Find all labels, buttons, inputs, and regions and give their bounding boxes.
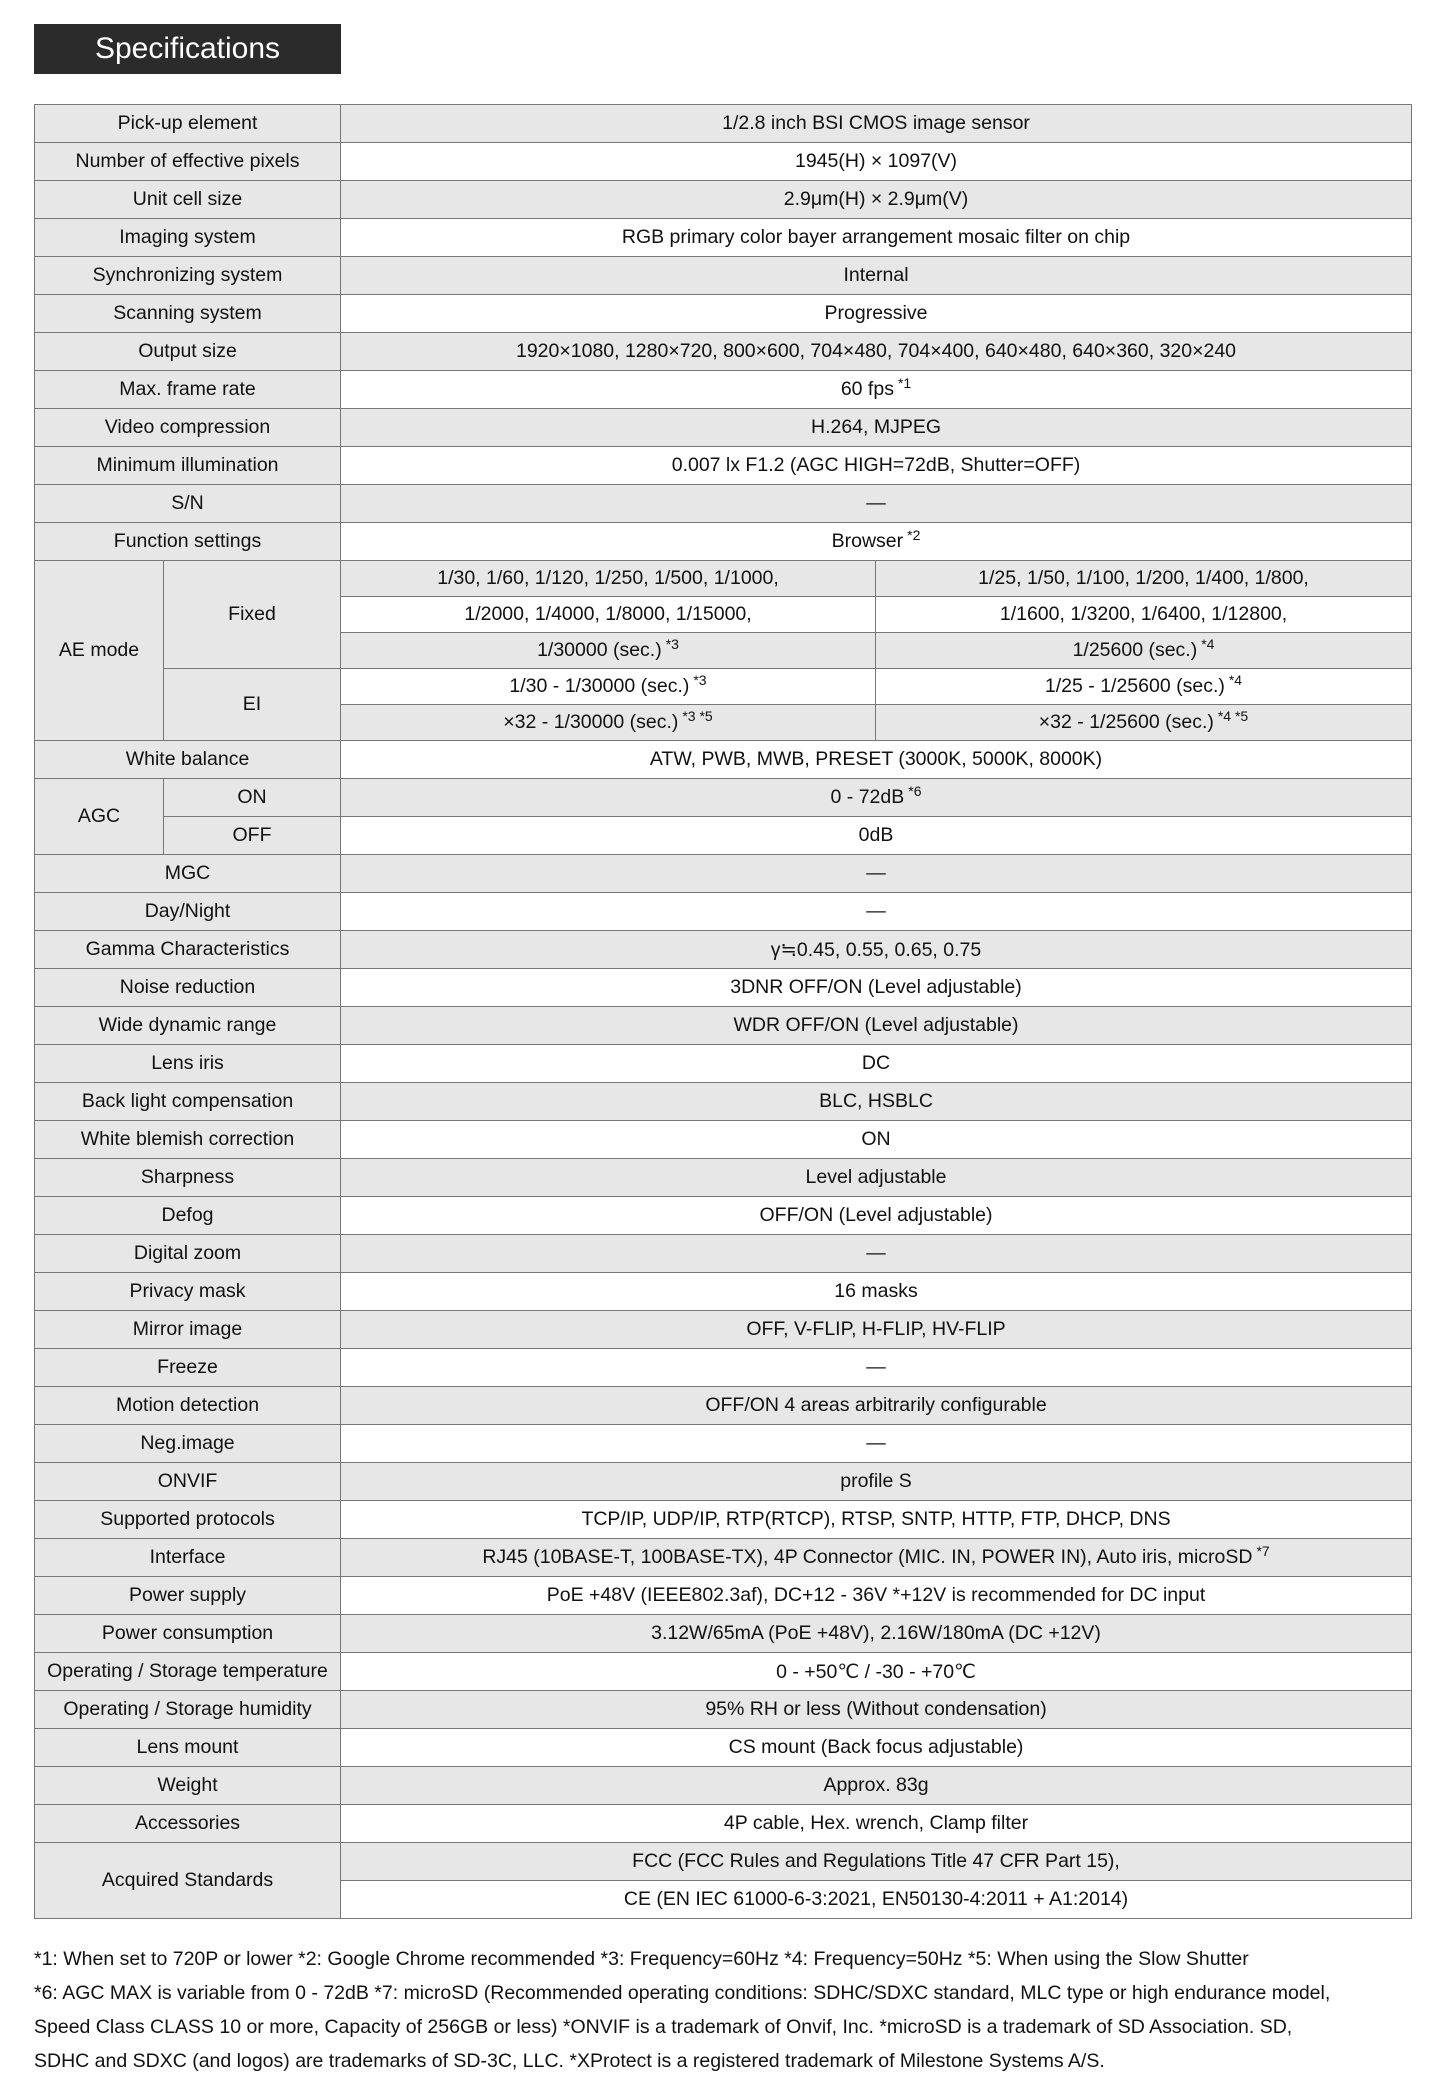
spec-row (35, 969, 1412, 1007)
spec-row (35, 1729, 1412, 1767)
ae-ei-label: EI (164, 669, 341, 741)
spec-label: Gamma Characteristics (35, 931, 341, 969)
spec-value-text: ON (861, 1128, 891, 1150)
spec-value (341, 1273, 1412, 1311)
spec-row (35, 1501, 1412, 1539)
spec-row (35, 447, 1412, 485)
footnote-ref: *4 (1201, 636, 1215, 652)
spec-value (341, 1425, 1412, 1463)
spec-value-text: Progressive (824, 302, 928, 324)
spec-value-text: Level adjustable (805, 1166, 947, 1188)
spec-value-text: — (866, 1242, 886, 1264)
spec-value-text: Internal (843, 264, 909, 286)
spec-value (341, 1159, 1412, 1197)
standards-value-line: CE (EN IEC 61000-6-3:2021, EN50130-4:2011 + A1:2014) (341, 1881, 1412, 1919)
standards-label: Acquired Standards (35, 1843, 341, 1919)
spec-value-text: 2.9μm(H) × 2.9μm(V) (783, 188, 969, 210)
spec-row (35, 1463, 1412, 1501)
spec-value (341, 485, 1412, 523)
footnotes (34, 1942, 1424, 2078)
ae-ei-50hz-text: ×32 - 1/25600 (sec.) (1038, 711, 1214, 733)
spec-value (341, 1805, 1412, 1843)
spec-row (35, 105, 1412, 143)
spec-value (341, 1691, 1412, 1729)
spec-value (341, 1577, 1412, 1615)
spec-value (341, 1729, 1412, 1767)
spec-label: Weight (35, 1767, 341, 1805)
standards-value-line: FCC (FCC Rules and Regulations Title 47 CFR Part 15), (341, 1843, 1412, 1881)
spec-value-text: PoE +48V (IEEE802.3af), DC+12 - 36V *+12V is recommended for DC input (546, 1584, 1206, 1606)
spec-value-text: 1920×1080, 1280×720, 800×600, 704×480, 704×400, 640×480, 640×360, 320×240 (515, 340, 1237, 362)
spec-row-white-balance (35, 741, 1412, 779)
spec-value (341, 295, 1412, 333)
spec-value-text: BLC, HSBLC (819, 1090, 933, 1112)
agc-on-text: 0 - 72dB (830, 786, 905, 808)
ae-fixed-50hz-text: 1/25600 (sec.) (1072, 639, 1198, 661)
ae-mode-label: AE mode (35, 561, 164, 741)
spec-value (341, 447, 1412, 485)
spec-row (35, 1805, 1412, 1843)
spec-label: Number of effective pixels (35, 143, 341, 181)
ae-ei-60hz-text: ×32 - 1/30000 (sec.) (503, 711, 679, 733)
spec-row (35, 295, 1412, 333)
spec-label: MGC (35, 855, 341, 893)
spec-value-text: 0 - +50℃ / -30 - +70℃ (776, 1660, 976, 1683)
spec-value-text: — (866, 1356, 886, 1378)
spec-value (341, 1045, 1412, 1083)
spec-row (35, 1615, 1412, 1653)
spec-row (35, 1159, 1412, 1197)
spec-value (341, 1463, 1412, 1501)
section-title: Specifications (34, 24, 341, 74)
spec-value (341, 523, 1412, 561)
spec-value-text: 95% RH or less (Without condensation) (705, 1698, 1047, 1720)
spec-label: Scanning system (35, 295, 341, 333)
spec-value-text: 3DNR OFF/ON (Level adjustable) (730, 976, 1022, 998)
spec-row (35, 893, 1412, 931)
footnote-ref: *7 (1256, 1543, 1270, 1559)
ae-fixed-60hz-text: 1/30000 (sec.) (537, 639, 662, 661)
spec-label: White balance (35, 741, 341, 779)
spec-row (35, 1007, 1412, 1045)
spec-row (35, 1539, 1412, 1577)
spec-label: Unit cell size (35, 181, 341, 219)
spec-label: Day/Night (35, 893, 341, 931)
spec-value (341, 257, 1412, 295)
spec-row (35, 523, 1412, 561)
spec-value-text: γ≒0.45, 0.55, 0.65, 0.75 (770, 938, 982, 961)
spec-value-text: OFF/ON 4 areas arbitrarily configurable (705, 1394, 1047, 1416)
spec-value-text: 3.12W/65mA (PoE +48V), 2.16W/180mA (DC +12V) (651, 1622, 1101, 1644)
spec-label: Function settings (35, 523, 341, 561)
spec-label: Digital zoom (35, 1235, 341, 1273)
spec-value (341, 1197, 1412, 1235)
agc-on-label: ON (164, 779, 341, 817)
spec-value-text: — (866, 1432, 886, 1454)
footnote-ref: *1 (897, 375, 912, 391)
ae-fixed-50hz-line: 1/25, 1/50, 1/100, 1/200, 1/400, 1/800, (876, 561, 1412, 597)
spec-label: Accessories (35, 1805, 341, 1843)
ae-ei-60hz-text: 1/30 - 1/30000 (sec.) (509, 675, 690, 697)
spec-label: Interface (35, 1539, 341, 1577)
spec-row (35, 181, 1412, 219)
spec-label: Noise reduction (35, 969, 341, 1007)
spec-value-text: Approx. 83g (823, 1774, 929, 1796)
spec-value-text: 60 fps (840, 378, 894, 400)
agc-label: AGC (35, 779, 164, 855)
spec-value-text: 0.007 lx F1.2 (AGC HIGH=72dB, Shutter=OFF) (671, 454, 1081, 476)
footnote-line: SDHC and SDXC (and logos) are trademarks of SD-3C, LLC. *XProtect is a registered trademark of Milestone Systems A/S. (34, 2050, 1105, 2072)
spec-value (341, 181, 1412, 219)
spec-label: Lens iris (35, 1045, 341, 1083)
spec-row (35, 1349, 1412, 1387)
spec-value (341, 1311, 1412, 1349)
ae-mode-section (35, 561, 1412, 855)
spec-value-text: OFF/ON (Level adjustable) (759, 1204, 993, 1226)
spec-value (341, 105, 1412, 143)
spec-value (341, 219, 1412, 257)
spec-value (341, 1121, 1412, 1159)
spec-row (35, 1577, 1412, 1615)
spec-label: S/N (35, 485, 341, 523)
ae-fixed-60hz-line: 1/2000, 1/4000, 1/8000, 1/15000, (341, 597, 876, 633)
spec-value (341, 1615, 1412, 1653)
spec-value (341, 1387, 1412, 1425)
spec-row (35, 1083, 1412, 1121)
ae-ei-60hz-line (341, 705, 876, 741)
spec-value-text: — (866, 492, 886, 514)
spec-value-text: RJ45 (10BASE-T, 100BASE-TX), 4P Connector (MIC. IN, POWER IN), Auto iris, microSD (482, 1546, 1253, 1568)
footnote-line: *6: AGC MAX is variable from 0 - 72dB *7: microSD (Recommended operating conditions: SDHC/SDXC standard, MLC type or high endurance model, (34, 1982, 1331, 2004)
spec-row (35, 855, 1412, 893)
spec-row (35, 485, 1412, 523)
spec-row (35, 1045, 1412, 1083)
spec-row (35, 1425, 1412, 1463)
spec-row (35, 1235, 1412, 1273)
spec-value-text: H.264, MJPEG (810, 416, 942, 438)
footnote-ref: *3 (665, 636, 679, 652)
spec-row (35, 1273, 1412, 1311)
spec-value-text: — (866, 900, 886, 922)
spec-label: Video compression (35, 409, 341, 447)
spec-label: Freeze (35, 1349, 341, 1387)
spec-row (35, 257, 1412, 295)
spec-value (341, 1349, 1412, 1387)
spec-row (35, 409, 1412, 447)
spec-value (341, 333, 1412, 371)
ae-ei-50hz-line (876, 669, 1412, 705)
spec-label: Lens mount (35, 1729, 341, 1767)
footnote-ref: *4 *5 (1217, 708, 1249, 724)
footnote-ref: *6 (908, 783, 922, 799)
spec-value (341, 1767, 1412, 1805)
spec-row (35, 1197, 1412, 1235)
spec-value-text: CS mount (Back focus adjustable) (728, 1736, 1024, 1758)
standards-section (35, 1843, 1412, 1919)
footnote-line: *1: When set to 720P or lower *2: Google Chrome recommended *3: Frequency=60Hz *4: Frequency=50Hz *5: When using the Slow Shutter (34, 1948, 1249, 1970)
spec-label: Mirror image (35, 1311, 341, 1349)
spec-label: Sharpness (35, 1159, 341, 1197)
spec-value (341, 143, 1412, 181)
spec-value (341, 1539, 1412, 1577)
spec-value (341, 1653, 1412, 1691)
spec-value-text: DC (861, 1052, 891, 1074)
spec-value (341, 1235, 1412, 1273)
spec-row (35, 1653, 1412, 1691)
spec-value: ATW, PWB, MWB, PRESET (3000K, 5000K, 8000K) (341, 741, 1412, 779)
spec-row (35, 931, 1412, 969)
spec-label: Motion detection (35, 1387, 341, 1425)
spec-row (35, 1691, 1412, 1729)
spec-label: Supported protocols (35, 1501, 341, 1539)
spec-label: Synchronizing system (35, 257, 341, 295)
spec-value (341, 855, 1412, 893)
spec-row (35, 1387, 1412, 1425)
spec-label: Output size (35, 333, 341, 371)
spec-value (341, 1501, 1412, 1539)
spec-value (341, 893, 1412, 931)
spec-value (341, 1007, 1412, 1045)
spec-value (341, 371, 1412, 409)
spec-value-text: 16 masks (834, 1280, 918, 1302)
spec-value-text: Browser (831, 530, 904, 552)
ae-fixed-50hz-line: 1/1600, 1/3200, 1/6400, 1/12800, (876, 597, 1412, 633)
spec-row (35, 143, 1412, 181)
ae-ei-50hz-line (876, 705, 1412, 741)
spec-value-text: TCP/IP, UDP/IP, RTP(RTCP), RTSP, SNTP, HTTP, FTP, DHCP, DNS (581, 1508, 1171, 1530)
ae-ei-50hz-text: 1/25 - 1/25600 (sec.) (1044, 675, 1225, 697)
spec-value (341, 969, 1412, 1007)
ae-fixed-50hz-line (876, 633, 1412, 669)
spec-value (341, 931, 1412, 969)
spec-row (35, 333, 1412, 371)
agc-on-value (341, 779, 1412, 817)
spec-value-text: 1/2.8 inch BSI CMOS image sensor (722, 112, 1030, 134)
ae-fixed-label: Fixed (164, 561, 341, 669)
spec-value-text: 1945(H) × 1097(V) (794, 150, 958, 172)
spec-value-text: OFF, V-FLIP, H-FLIP, HV-FLIP (746, 1318, 1006, 1340)
spec-value (341, 1083, 1412, 1121)
spec-row (35, 1767, 1412, 1805)
spec-label: Operating / Storage temperature (35, 1653, 341, 1691)
spec-label: Privacy mask (35, 1273, 341, 1311)
spec-label: Pick-up element (35, 105, 341, 143)
ae-fixed-60hz-line: 1/30, 1/60, 1/120, 1/250, 1/500, 1/1000, (341, 561, 876, 597)
spec-label: Minimum illumination (35, 447, 341, 485)
agc-off-value: 0dB (341, 817, 1412, 855)
spec-label: Back light compensation (35, 1083, 341, 1121)
spec-label: Imaging system (35, 219, 341, 257)
footnote-ref: *3 *5 (682, 708, 713, 724)
specifications-table (34, 104, 1412, 1919)
spec-value-text: — (866, 862, 886, 884)
spec-label: Power consumption (35, 1615, 341, 1653)
spec-value-text: 4P cable, Hex. wrench, Clamp filter (723, 1812, 1029, 1834)
footnote-line: Speed Class CLASS 10 or more, Capacity of 256GB or less) *ONVIF is a trademark of Onvif, Inc. *microSD is a trademark of SD Association. SD, (34, 2016, 1293, 2038)
spec-value-text: WDR OFF/ON (Level adjustable) (733, 1014, 1019, 1036)
ae-ei-60hz-line (341, 669, 876, 705)
spec-label: Max. frame rate (35, 371, 341, 409)
spec-row (35, 371, 1412, 409)
spec-row (35, 219, 1412, 257)
spec-label: White blemish correction (35, 1121, 341, 1159)
spec-label: Wide dynamic range (35, 1007, 341, 1045)
agc-off-label: OFF (164, 817, 341, 855)
spec-row (35, 1311, 1412, 1349)
spec-label: ONVIF (35, 1463, 341, 1501)
footnote-ref: *3 (693, 672, 707, 688)
spec-label: Defog (35, 1197, 341, 1235)
spec-label: Neg.image (35, 1425, 341, 1463)
spec-label: Power supply (35, 1577, 341, 1615)
spec-value-text: profile S (840, 1470, 912, 1492)
ae-fixed-60hz-line (341, 633, 876, 669)
spec-value (341, 409, 1412, 447)
footnote-ref: *2 (907, 527, 921, 543)
footnote-ref: *4 (1228, 672, 1243, 688)
spec-label: Operating / Storage humidity (35, 1691, 341, 1729)
spec-row (35, 1121, 1412, 1159)
spec-value-text: RGB primary color bayer arrangement mosaic filter on chip (621, 226, 1131, 248)
